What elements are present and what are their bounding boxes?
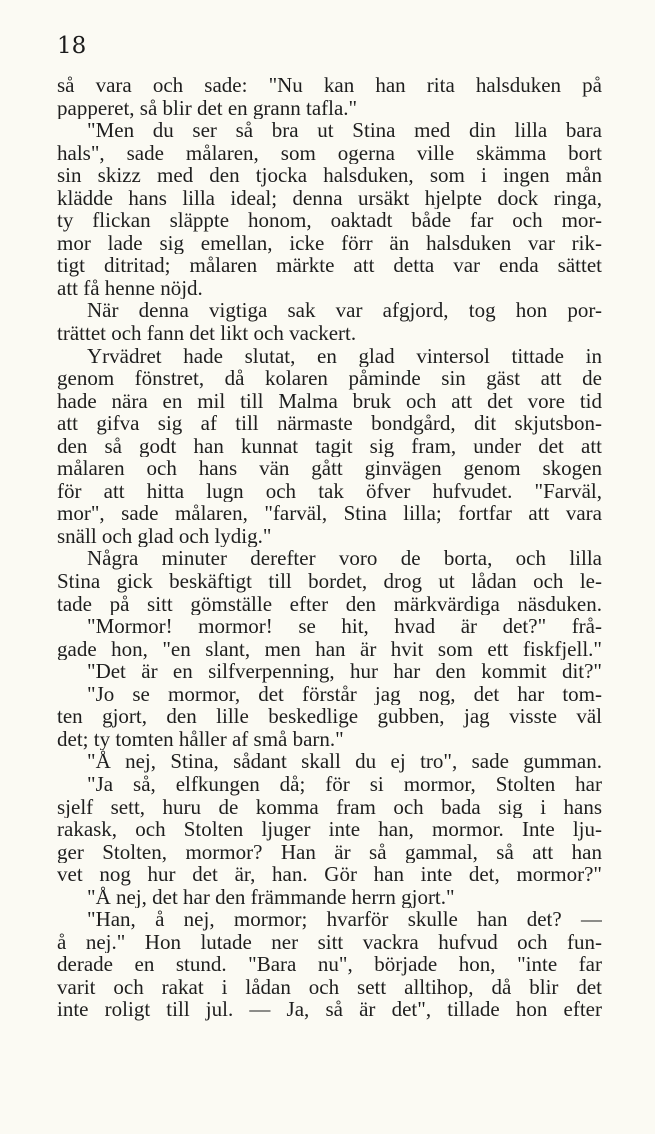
text-line: varit och rakat i lådan och sett alltihop, då blir det <box>57 975 602 999</box>
text-line: målaren och hans vän gått ginvägen genom skogen <box>57 457 602 480</box>
text-line: "Det är en silfverpenning, hur har den kommit dit?" <box>87 660 602 683</box>
text-line: ten gjort, den lille beskedlige gubben, jag visste väl <box>57 705 602 728</box>
text-line: papperet, så blir det en grann tafla." <box>57 96 358 120</box>
text-line: mor lade sig emellan, icke förr än halsduken var rik- <box>57 231 602 255</box>
text-line: vet nog hur det är, han. Gör han inte det, mormor?" <box>57 863 602 886</box>
text-line: "Å nej, det har den främmande herrn gjort." <box>87 885 455 909</box>
text-line: När denna vigtiga sak var afgjord, tog hon por- <box>87 299 602 323</box>
text-line: att gifva sig af till närmaste bondgård, dit skjutsbon- <box>57 412 602 435</box>
text-line: "Jo se mormor, det förstår jag nog, det har tom- <box>87 682 602 706</box>
text-line: derade en stund. "Bara nu", började hon, "inte far <box>57 953 602 976</box>
text-line: ger Stolten, mormor? Han är så gammal, så att han <box>57 840 602 864</box>
text-line: den så godt han kunnat tagit sig fram, under det att <box>57 434 602 458</box>
text-line: hade nära en mil till Malma bruk och att det vore tid <box>57 389 602 413</box>
text-line: "Å nej, Stina, sådant skall du ej tro", sade gumman. <box>87 750 602 773</box>
text-line: Några minuter derefter voro de borta, och lilla <box>87 547 602 571</box>
page-number: 18 <box>57 33 87 59</box>
text-line: sin skizz med den tjocka halsduken, som i ingen mån <box>57 164 602 187</box>
text-line: inte roligt till jul. — Ja, så är det", tillade hon efter <box>57 998 602 1021</box>
text-line: Yrvädret hade slutat, en glad vintersol tittade in <box>87 344 602 368</box>
text-line: hals", sade målaren, som ogerna ville skämma bort <box>57 141 602 165</box>
text-line: att få henne nöjd. <box>57 276 203 300</box>
text-line: för att hitta lugn och tak öfver hufvudet. "Farväl, <box>57 479 602 503</box>
text-line: "Mormor! mormor! se hit, hvad är det?" frå- <box>87 615 602 638</box>
body-text <box>57 74 602 1021</box>
text-line: rakask, och Stolten ljuger inte han, mormor. Inte lju- <box>57 818 602 841</box>
text-line: trättet och fann det likt och vackert. <box>57 322 357 345</box>
text-line: tade på sitt gömställe efter den märkvärdiga näsduken. <box>57 592 602 616</box>
text-line: "Han, å nej, mormor; hvarför skulle han det? — <box>87 908 602 931</box>
text-line: mor", sade målaren, "farväl, Stina lilla; fortfar att vara <box>57 502 602 525</box>
text-line: Stina gick beskäftigt till bordet, drog ut lådan och le- <box>57 570 602 593</box>
text-line: klädde hans lilla ideal; denna ursäkt hjelpte dock ringa, <box>57 186 602 210</box>
text-line: "Men du ser så bra ut Stina med din lilla bara <box>87 119 602 142</box>
text-line: genom fönstret, då kolaren påminde sin gäst att de <box>57 367 602 390</box>
text-line: gade hon, "en slant, men han är hvit som ett fiskfjell." <box>57 637 602 661</box>
text-line: snäll och glad och lydig." <box>57 524 272 548</box>
text-line: ty flickan släppte honom, oaktadt både far och mor- <box>57 209 602 232</box>
text-line: tigt ditritad; målaren märkte att detta var enda sättet <box>57 254 602 277</box>
text-line: å nej." Hon lutade ner sitt vackra hufvud och fun- <box>57 930 602 954</box>
text-line: "Ja så, elfkungen då; för si mormor, Stolten har <box>87 772 602 796</box>
text-line: sjelf sett, huru de komma fram och bada sig i hans <box>57 795 602 819</box>
text-line: så vara och sade: "Nu kan han rita halsduken på <box>57 74 602 97</box>
text-line: det; ty tomten håller af små barn." <box>57 727 344 751</box>
